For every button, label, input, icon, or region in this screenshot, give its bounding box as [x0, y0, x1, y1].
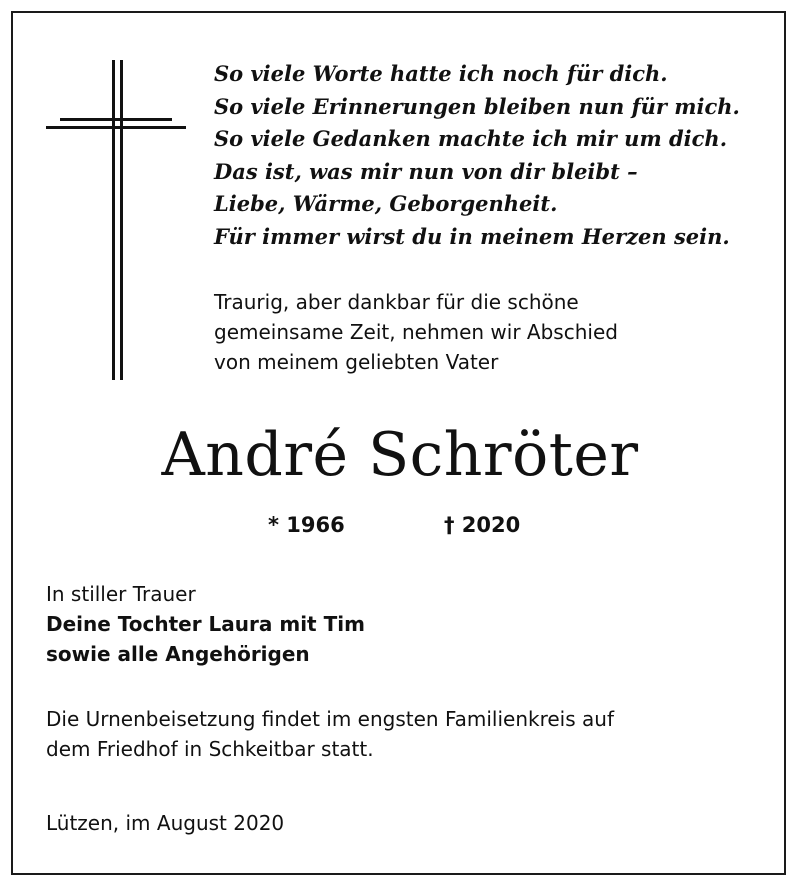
farewell-intro: [214, 287, 774, 377]
death-year: † 2020: [444, 513, 521, 537]
deceased-name: André Schröter: [161, 420, 639, 490]
burial-notice: [46, 704, 776, 764]
birth-year: * 1966: [268, 513, 345, 537]
mourners-intro: In stiller Trauer: [46, 582, 196, 606]
poem-line: So viele Worte hatte ich noch für dich.: [214, 61, 668, 86]
mourner-line: sowie alle Angehörigen: [46, 642, 310, 666]
poem: [214, 58, 774, 253]
mourner-line: Deine Tochter Laura mit Tim: [46, 612, 365, 636]
poem-line: Das ist, was mir nun von dir bleibt –: [214, 158, 638, 184]
poem-line: Für immer wirst du in meinem Herzen sein.: [214, 223, 730, 249]
intro-line: von meinem geliebten Vater: [214, 350, 499, 374]
poem-line: Liebe, Wärme, Geborgenheit.: [214, 191, 558, 216]
intro-line: Traurig, aber dankbar für die schöne: [214, 290, 579, 314]
poem-line: So viele Gedanken machte ich mir um dich.: [214, 126, 728, 151]
burial-line: dem Friedhof in Schkeitbar statt.: [46, 737, 374, 761]
burial-line: Die Urnenbeisetzung findet im engsten Familienkreis auf: [46, 707, 614, 731]
poem-line: So viele Erinnerungen bleiben nun für mich.: [214, 93, 740, 119]
intro-line: gemeinsame Zeit, nehmen wir Abschied: [214, 320, 618, 344]
place-and-date: Lützen, im August 2020: [46, 811, 285, 835]
mourners-block: [46, 579, 776, 669]
cross-icon: [46, 60, 186, 380]
